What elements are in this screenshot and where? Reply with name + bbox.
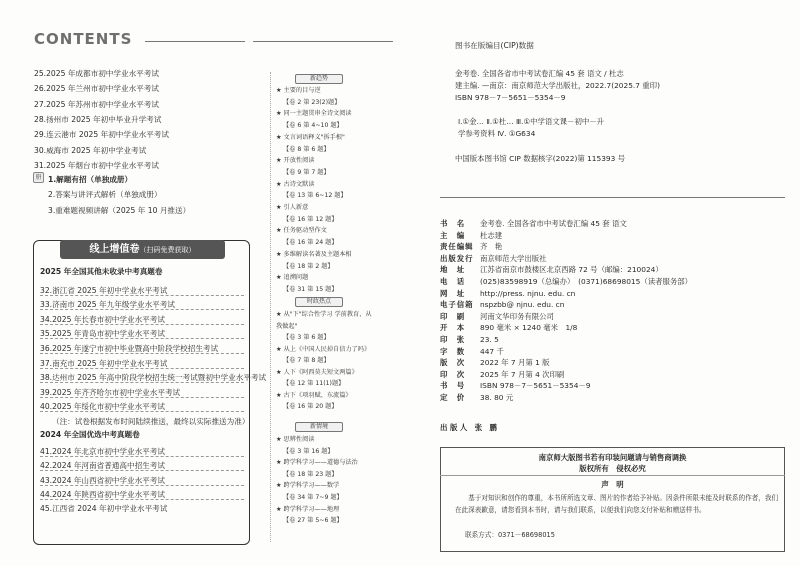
question-ref: 【卷 34 第 7~9 题】 bbox=[283, 494, 343, 501]
highlight-item: ★ 从"下"综合性学习 学前教育，从 bbox=[276, 311, 372, 318]
imprint-value: 447 千 bbox=[480, 346, 504, 356]
toc-item: 29.连云港市 2025 年初中学业水平考试 bbox=[34, 130, 169, 140]
imprint-key: 地 址 bbox=[440, 265, 466, 275]
publisher-line: 出 版 人 张 鹏 bbox=[440, 423, 497, 432]
item-divider bbox=[40, 353, 244, 354]
header-rule-right bbox=[253, 41, 393, 42]
volume-item: 41.2024 年北京市初中学业水平考试 bbox=[40, 446, 165, 456]
cip-line: 建主编. —南京：南京师范大学出版社，2022.7(2025.7 重印) bbox=[455, 81, 660, 90]
question-ref: 【卷 13 第 6~12 题】 bbox=[283, 192, 347, 200]
item-divider bbox=[40, 411, 244, 412]
highlight-item: ★ 跨学科学习——道德与法治 bbox=[276, 459, 358, 467]
section-heading: 2024 年全国优选中考真题卷 bbox=[40, 430, 140, 440]
imprint-key: 电 话 bbox=[440, 277, 466, 286]
imprint-key: 电子信箱 bbox=[440, 300, 474, 310]
imprint-value: 齐 艳 bbox=[480, 242, 503, 252]
toc-item: 25.2025 年成都市初中学业水平考试 bbox=[34, 69, 159, 78]
statement-contact: 联系方式：0371－68698015 bbox=[465, 531, 555, 539]
question-ref: 【卷 3 第 6 题】 bbox=[283, 334, 330, 341]
volume-item: 32.浙江省 2025 年初中学业水平考试 bbox=[40, 285, 168, 295]
imprint-key: 印 次 bbox=[440, 369, 466, 379]
cip-divider bbox=[440, 197, 785, 198]
supplement-item: 1.解题有招（单独成册） bbox=[48, 175, 133, 184]
imprint-key: 定 价 bbox=[440, 393, 466, 402]
question-ref: 【卷 16 第 12 题】 bbox=[283, 215, 338, 223]
section-tag-trend: 新趋势 bbox=[295, 74, 343, 84]
imprint-key: 印 刷 bbox=[440, 311, 466, 321]
highlight-item: ★ 同一主题贯串全诗文阅读 bbox=[276, 110, 352, 118]
volume-item: 34.2025 年长春市初中学业水平考试 bbox=[40, 314, 165, 324]
cip-line: Ⅰ.①金… Ⅱ.①杜… Ⅲ.①中学语文课－初中－升 bbox=[458, 117, 605, 126]
highlight-item: ★ 多维解读名著及主题本相 bbox=[276, 250, 352, 258]
imprint-key: 书 名 bbox=[440, 219, 466, 228]
question-ref: 【卷 12 第 11(1)题】 bbox=[283, 380, 345, 387]
highlight-item: ★ 古下《项羽赋、东流篇》 bbox=[276, 391, 352, 399]
toc-item: 30.威海市 2025 年初中学业考试 bbox=[34, 145, 147, 155]
question-ref: 【卷 7 第 8 题】 bbox=[283, 357, 330, 364]
imprint-value: http://press. njnu. edu. cn bbox=[480, 288, 576, 298]
statement-heading: 声 明 bbox=[601, 480, 624, 489]
imprint-value: 金考卷. 全国各省市中考试卷汇编 45 套 语文 bbox=[480, 219, 627, 228]
highlight-item: ★ 古诗文默读 bbox=[276, 180, 315, 188]
contents-title: CONTENTS bbox=[34, 30, 133, 48]
volume-item: 37.南充市 2025 年初中学业水平考试 bbox=[40, 358, 168, 368]
imprint-row bbox=[440, 357, 550, 368]
imprint-key: 主 编 bbox=[440, 230, 466, 240]
question-ref: 【卷 9 第 7 题】 bbox=[283, 168, 330, 176]
imprint-key: 印 张 bbox=[440, 335, 466, 344]
banner-title: 线上增值卷 bbox=[89, 244, 140, 255]
imprint-value: 890 毫米 × 1240 毫米 1/8 bbox=[480, 323, 578, 333]
imprint-row bbox=[440, 346, 504, 357]
item-divider bbox=[40, 456, 244, 457]
section-heading: 2025 年全国其他未收录中考真题卷 bbox=[40, 267, 163, 276]
toc-item: 27.2025 年苏州市初中学业水平考试 bbox=[34, 99, 159, 109]
release-note: （注：试卷根据发布时间陆续推送，最终以实际推送为准） bbox=[52, 417, 250, 427]
copyright-line: 版权所有 侵权必究 bbox=[579, 464, 646, 473]
imprint-value: 河南文华印务有限公司 bbox=[480, 311, 554, 321]
supplement-item: 2.答案与讲评式解析（单独成册） bbox=[48, 190, 162, 200]
header-rule bbox=[145, 41, 245, 42]
online-volume-banner bbox=[60, 240, 225, 259]
volume-item: 39.2025 年齐齐哈尔市初中学业水平考试 bbox=[40, 387, 181, 397]
highlight-item: ★ 主要的目与逆 bbox=[276, 87, 321, 94]
highlight-item: ★ 引人新意 bbox=[276, 204, 309, 211]
highlight-item: ★ 追溯问题 bbox=[276, 274, 309, 282]
item-divider bbox=[40, 368, 244, 369]
item-divider bbox=[40, 397, 244, 398]
highlight-item: ★ 人下《阿西莫夫短文两篇》 bbox=[276, 368, 358, 376]
question-ref: 【卷 8 第 6 题】 bbox=[283, 145, 330, 153]
imprint-row bbox=[440, 334, 499, 345]
highlight-item: ★ 开放性阅读 bbox=[276, 157, 315, 165]
volume-item: 45.江西省 2024 年初中学业水平考试 bbox=[40, 504, 168, 514]
imprint-value: 南京师范大学出版社 bbox=[480, 253, 547, 263]
imprint-row bbox=[440, 276, 692, 287]
volume-item: 44.2024 年陕西省初中学业水平考试 bbox=[40, 490, 165, 499]
imprint-value: 2022 年 7 月第 1 版 bbox=[480, 358, 550, 368]
toc-item: 28.扬州市 2025 年初中毕业升学考试 bbox=[34, 114, 162, 124]
volume-item: 36.2025 年遂宁市初中毕业暨高中阶段学校招生考试 bbox=[40, 344, 219, 353]
notice-title: 南京师大版图书若有印装问题请与销售商调换 bbox=[538, 453, 687, 462]
imprint-row bbox=[440, 253, 547, 264]
volume-item: 42.2024 年河南省普通高中招生考试 bbox=[40, 461, 165, 471]
booklet-icon: 册 bbox=[33, 172, 44, 183]
item-divider bbox=[40, 338, 244, 339]
highlight-item: 我做起" bbox=[276, 322, 298, 330]
question-ref: 【卷 18 第 23 题】 bbox=[283, 470, 338, 478]
imprint-row bbox=[440, 264, 663, 275]
highlight-item: ★ 文言词语释义"拆手根" bbox=[276, 133, 345, 141]
highlight-item: ★ 从上《中国人民掉自信力了吗》 bbox=[276, 345, 371, 353]
item-divider bbox=[40, 382, 244, 383]
imprint-key: 出版发行 bbox=[440, 253, 474, 263]
item-divider bbox=[40, 309, 244, 310]
question-ref: 【卷 6 第 4~10 题】 bbox=[283, 122, 343, 130]
question-ref: 【卷 3 第 16 题】 bbox=[283, 447, 334, 455]
imprint-row bbox=[440, 230, 502, 241]
imprint-value: nspzbb@ njnu. edu. cn bbox=[480, 300, 565, 310]
imprint-key: 书 号 bbox=[440, 381, 466, 391]
banner-subtitle: （扫码免费获取） bbox=[139, 246, 196, 254]
highlight-item: ★ 任务驱动型作文 bbox=[276, 227, 327, 235]
imprint-row bbox=[440, 241, 502, 252]
imprint-value: (025)83598919（总编办） (0371)68698015（读者服务部） bbox=[480, 277, 693, 286]
item-divider bbox=[40, 499, 244, 500]
notice-divider bbox=[440, 475, 785, 476]
toc-item: 31.2025 年烟台市初中学业水平考试 bbox=[34, 160, 159, 170]
question-ref: 【卷 2 第 23(2)题】 bbox=[283, 98, 341, 106]
imprint-row bbox=[440, 288, 575, 299]
imprint-value: ISBN 978－7－5651－5354－9 bbox=[480, 381, 591, 391]
imprint-row bbox=[440, 218, 627, 229]
imprint-row bbox=[440, 311, 554, 322]
toc-item: 26.2025 年兰州市初中学业水平考试 bbox=[34, 84, 159, 94]
imprint-row bbox=[440, 299, 564, 310]
volume-item: 43.2024 年山西省初中学业水平考试 bbox=[40, 475, 165, 485]
cip-line: 中国版本图书馆 CIP 数据核字(2022)第 115393 号 bbox=[455, 154, 626, 163]
supplement-item: 3.重难题视频讲解（2025 年 10 月推送） bbox=[48, 205, 191, 215]
question-ref: 【卷 31 第 15 题】 bbox=[283, 285, 338, 293]
cip-title: 图书在版编目(CIP)数据 bbox=[455, 41, 534, 50]
volume-item: 38.达州市 2025 年高中阶段学校招生统一考试暨初中学业水平考试 bbox=[40, 373, 267, 383]
item-divider bbox=[40, 485, 244, 486]
volume-item: 40.2025 年绥化市初中学业水平考试 bbox=[40, 402, 165, 412]
imprint-row bbox=[440, 380, 591, 391]
cip-line: 金考卷. 全国各省市中考试卷汇编 45 套 语文 / 杜志 bbox=[455, 69, 624, 78]
item-divider bbox=[40, 295, 244, 296]
highlight-item: ★ 跨学科学习——地理 bbox=[276, 505, 340, 513]
statement-body: 基于对知识和创作的尊重，本书所所选文章、图片的作者给予补贴。因条件所限未能及时联系的作者，我们在此深表歉意，请您看到本书时，请与我们联系，以便我们向您支付补贴和赠送样书。 bbox=[455, 494, 779, 514]
imprint-value: 江苏省南京市鼓楼区北京西路 72 号（邮编：210024） bbox=[480, 265, 663, 275]
imprint-value: 杜志建 bbox=[480, 230, 503, 240]
imprint-row bbox=[440, 392, 513, 403]
imprint-value: 38. 80 元 bbox=[480, 393, 514, 402]
question-ref: 【卷 27 第 5~6 题】 bbox=[283, 517, 343, 525]
cip-line: ISBN 978－7－5651－5354－9 bbox=[455, 93, 566, 102]
imprint-key: 开 本 bbox=[440, 323, 466, 333]
section-tag-hot: 时政热点 bbox=[295, 297, 343, 307]
question-ref: 【卷 16 第 20 题】 bbox=[283, 403, 338, 410]
cip-line: 学参考资料 Ⅳ. ①G634 bbox=[458, 129, 536, 138]
imprint-key: 字 数 bbox=[440, 346, 466, 356]
imprint-value: 23. 5 bbox=[480, 335, 499, 344]
highlight-item: ★ 跨学科学习——数学 bbox=[276, 482, 340, 490]
question-ref: 【卷 16 第 24 题】 bbox=[283, 239, 338, 247]
highlight-item: ★ 思辨性阅读 bbox=[276, 436, 315, 443]
section-tag-context: 新情境 bbox=[295, 422, 343, 432]
imprint-key: 网 址 bbox=[440, 288, 466, 298]
imprint-row bbox=[440, 369, 564, 380]
item-divider bbox=[40, 324, 244, 325]
imprint-key: 责任编辑 bbox=[440, 242, 474, 252]
question-ref: 【卷 18 第 2 题】 bbox=[283, 262, 334, 270]
imprint-key: 版 次 bbox=[440, 358, 466, 368]
volume-item: 35.2025 年青岛市初中学业水平考试 bbox=[40, 329, 165, 339]
imprint-row bbox=[440, 322, 577, 333]
item-divider bbox=[40, 470, 244, 471]
imprint-value: 2025 年 7 月第 4 次印刷 bbox=[480, 369, 565, 379]
volume-item: 33.济南市 2025 年九年级学业水平考试 bbox=[40, 300, 175, 310]
